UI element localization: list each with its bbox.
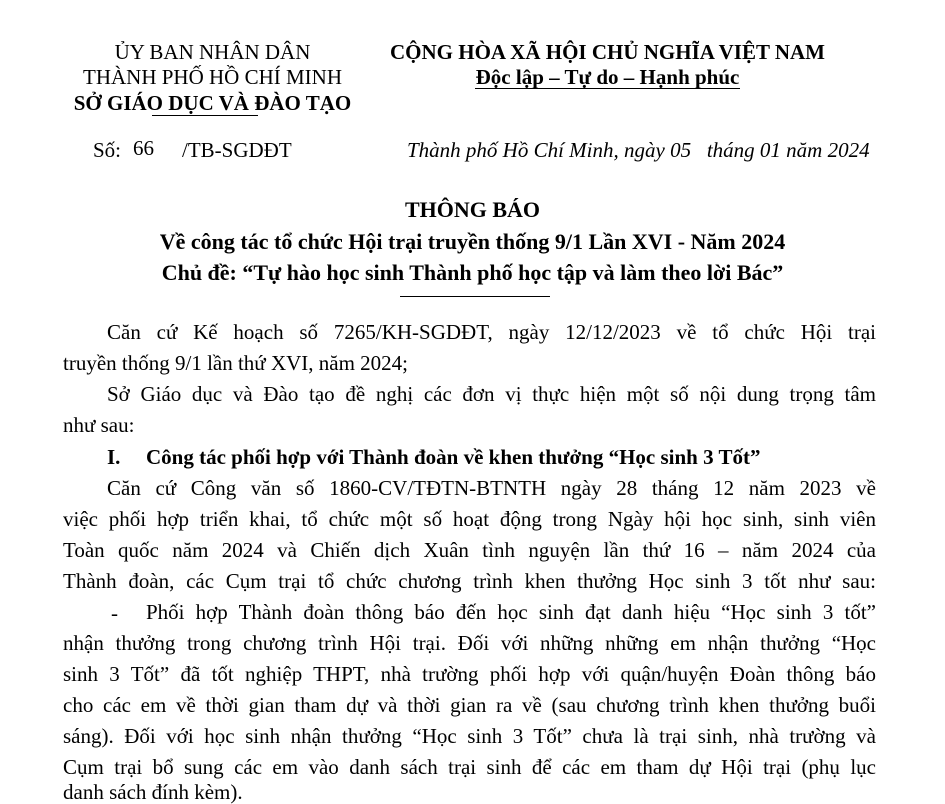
- paragraph-line: sinh 3 Tốt” đã tốt nghiệp THPT, nhà trường phối hợp với quận/huyện Đoàn thông báo: [63, 662, 876, 686]
- title-divider: [400, 296, 550, 297]
- paragraph-line: danh sách đính kèm).: [63, 780, 243, 804]
- notice-title: THÔNG BÁO: [404, 197, 541, 222]
- paragraph-line: Căn cứ Kế hoạch số 7265/KH-SGDĐT, ngày 12/12/2023 về tổ chức Hội trại: [107, 320, 876, 344]
- paragraph-line: cho các em về thời gian tham dự và thời gian ra về (sau chương trình khen thưởng buổi: [63, 693, 876, 717]
- motto-underline: [475, 88, 740, 89]
- paragraph-line: như sau:: [63, 413, 135, 437]
- doc-number-suffix: /TB-SGDĐT: [182, 138, 292, 162]
- section-number: I.: [107, 445, 121, 469]
- paragraph-line: Thành đoàn, các Cụm trại tổ chức chương trình khen thưởng Học sinh 3 tốt như sau:: [63, 569, 876, 593]
- department-name: SỞ GIÁO DỤC VÀ ĐÀO TẠO: [73, 91, 352, 115]
- doc-number-prefix: Số:: [93, 138, 122, 162]
- date-line: Thành phố Hồ Chí Minh, ngày 05 tháng 01 năm 2024: [407, 138, 870, 162]
- agency-name-line2: THÀNH PHỐ HỒ CHÍ MINH: [83, 65, 342, 89]
- paragraph-line: Phối hợp Thành đoàn thông báo đến học sinh đạt danh hiệu “Học sinh 3 tốt”: [146, 600, 876, 624]
- national-motto: Độc lập – Tự do – Hạnh phúc: [475, 65, 740, 89]
- bullet-dash: -: [111, 601, 118, 625]
- paragraph-line: việc phối hợp triển khai, tổ chức một số hoạt động trong Ngày hội học sinh, sinh viên: [63, 507, 876, 531]
- doc-number-value: 66: [133, 136, 154, 160]
- paragraph-line: nhận thưởng trong chương trình Hội trại. Đối với những những em nhận thưởng “Học: [63, 631, 876, 655]
- paragraph-line: Cụm trại bổ sung các em vào danh sách trại sinh để các em tham dự Hội trại (phụ lục: [63, 755, 876, 779]
- department-underline: [152, 115, 258, 116]
- notice-subject: Về công tác tổ chức Hội trại truyền thống 9/1 Lần XVI - Năm 2024: [159, 229, 786, 254]
- notice-theme: Chủ đề: “Tự hào học sinh Thành phố học tập và làm theo lời Bác”: [161, 260, 784, 285]
- section-heading: Công tác phối hợp với Thành đoàn về khen thưởng “Học sinh 3 Tốt”: [146, 445, 761, 469]
- national-title: CỘNG HÒA XÃ HỘI CHỦ NGHĨA VIỆT NAM: [389, 40, 826, 64]
- paragraph-line: Toàn quốc năm 2024 và Chiến dịch Xuân tình nguyện lần thứ 16 – năm 2024 của: [63, 538, 876, 562]
- paragraph-line: Căn cứ Công văn số 1860-CV/TĐTN-BTNTH ngày 28 tháng 12 năm 2023 về: [107, 476, 876, 500]
- paragraph-line: sáng). Đối với học sinh nhận thưởng “Học sinh 3 Tốt” chưa là trại sinh, nhà trường và: [63, 724, 876, 748]
- paragraph-line: Sở Giáo dục và Đào tạo đề nghị các đơn vị thực hiện một số nội dung trọng tâm: [107, 382, 876, 406]
- paragraph-line: truyền thống 9/1 lần thứ XVI, năm 2024;: [63, 351, 409, 375]
- agency-name-line1: ỦY BAN NHÂN DÂN: [114, 40, 311, 64]
